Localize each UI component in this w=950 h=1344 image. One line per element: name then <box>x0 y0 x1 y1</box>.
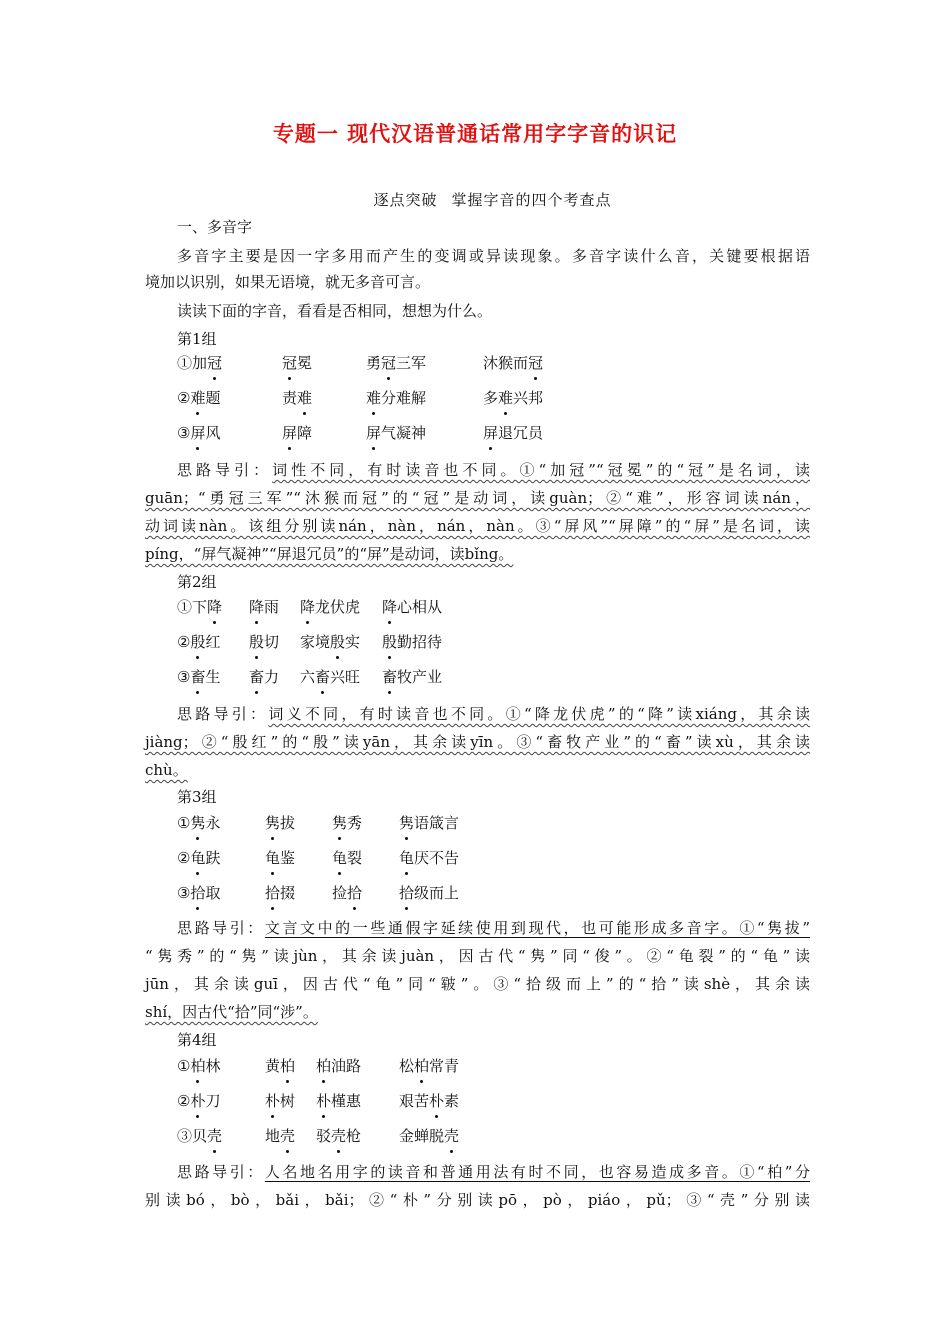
emphasis-char: 龟 <box>332 849 348 867</box>
word-prefix: 松 <box>399 1057 415 1075</box>
item-number: ② <box>177 849 191 867</box>
word-item <box>177 882 220 903</box>
word-suffix: 分难解 <box>381 389 427 407</box>
word-prefix: 贝 <box>192 1127 208 1145</box>
guide-line <box>177 459 810 480</box>
word-suffix: 取 <box>205 884 221 902</box>
emphasis-char: 拾 <box>265 884 281 902</box>
word-item <box>366 352 426 373</box>
item-number: ③ <box>177 1127 193 1145</box>
word-prefix: 多 <box>483 389 499 407</box>
guide-line: jūn，其余读guī，因古代“龟”同“皲”。③“拾级而上”的“拾”读shè，其余读 <box>145 975 810 993</box>
emphasis-char: 壳 <box>207 1127 223 1145</box>
word-suffix: 红 <box>205 633 221 651</box>
word-prefix: 金蝉脱 <box>399 1127 445 1145</box>
emphasis-char: 屏 <box>483 424 499 442</box>
word-suffix: 趺 <box>205 849 221 867</box>
emphasis-char: 龟 <box>265 849 281 867</box>
emphasis-char: 屏 <box>190 424 206 442</box>
guide-line: jiàng；②“殷红”的“殷”读yān，其余读yīn。③“畜牧产业”的“畜”读xù，其余读 <box>145 733 810 751</box>
emphasis-char: 壳 <box>444 1127 460 1145</box>
item-number: ③ <box>177 424 191 442</box>
word-item <box>265 882 295 903</box>
word-suffix: 油路 <box>331 1057 362 1075</box>
guide-text: 文言文中的一些通假字延续使用到现代，也可能形成多音字。①“隽拔” <box>264 919 810 937</box>
guide-line: guān；“勇冠三军”“沐猴而冠”的“冠”是动词，读guàn；②“难”，形容词读nán， <box>145 489 810 507</box>
word-item <box>282 387 312 408</box>
word-suffix: 兴旺 <box>330 668 361 686</box>
word-suffix: 心相从 <box>397 598 443 616</box>
word-suffix: 三军 <box>396 354 427 372</box>
word-prefix: 家境 <box>300 633 331 651</box>
word-prefix: 驳 <box>316 1127 332 1145</box>
emphasis-char: 难 <box>366 389 382 407</box>
word-suffix: 勤招待 <box>397 633 443 651</box>
intro-line-3: 读读下面的字音，看看是否相同，想想为什么。 <box>177 302 493 320</box>
word-item <box>332 882 362 903</box>
word-suffix: 级而上 <box>414 884 460 902</box>
subtitle-part1: 逐点突破 <box>373 191 438 209</box>
word-item <box>177 666 220 687</box>
emphasis-char: 隽 <box>190 814 206 832</box>
word-suffix: 树 <box>280 1092 296 1110</box>
guide-text: 词性不同，有时读音也不同。①“加冠”“冠冕”的“冠”是名词，读 <box>272 461 810 479</box>
word-suffix: 素 <box>444 1092 460 1110</box>
word-suffix: 裂 <box>347 849 363 867</box>
word-suffix: 切 <box>264 633 280 651</box>
word-item <box>483 387 543 408</box>
emphasis-char: 隽 <box>265 814 281 832</box>
word-item <box>177 1090 220 1111</box>
word-prefix: 地 <box>265 1127 281 1145</box>
emphasis-char: 隽 <box>332 814 348 832</box>
word-item <box>366 422 426 443</box>
emphasis-char: 壳 <box>331 1127 347 1145</box>
guide-text: 人名地名用字的读音和普通用法有时不同，也容易造成多音。①“柏”分 <box>264 1163 810 1181</box>
emphasis-char: 朴 <box>429 1092 445 1110</box>
guide-line <box>145 759 810 780</box>
emphasis-char: 降 <box>300 598 316 616</box>
guide-line <box>177 703 810 724</box>
guide-line: “隽秀”的“隽”读jùn，其余读juàn，因古代“隽”同“俊”。②“龟裂”的“龟”读 <box>145 947 810 965</box>
guide-label: 思路导引： <box>177 461 273 479</box>
word-item <box>382 631 442 652</box>
emphasis-char: 屏 <box>282 424 298 442</box>
word-item <box>366 387 426 408</box>
word-suffix: 雨 <box>264 598 280 616</box>
emphasis-char: 降 <box>382 598 398 616</box>
item-number: ③ <box>177 884 191 902</box>
guide-text: chù。 <box>145 761 188 779</box>
emphasis-char: 拾 <box>190 884 206 902</box>
word-item <box>483 422 543 443</box>
emphasis-char: 殷 <box>330 633 346 651</box>
word-suffix: 牧产业 <box>397 668 443 686</box>
word-item <box>399 882 459 903</box>
emphasis-char: 朴 <box>316 1092 332 1110</box>
guide-text: píng，“屏气凝神”“屏退冗员”的“屏”是动词，读bǐng。 <box>145 545 514 563</box>
subtitle-part2: 掌握字音的四个考查点 <box>451 191 612 209</box>
word-item <box>332 812 362 833</box>
word-suffix: 槿惠 <box>331 1092 362 1110</box>
word-suffix: 常青 <box>429 1057 460 1075</box>
word-prefix: 六 <box>300 668 316 686</box>
word-suffix: 兴邦 <box>513 389 544 407</box>
item-number: ① <box>177 814 191 832</box>
word-suffix: 刀 <box>205 1092 221 1110</box>
section-subtitle <box>0 189 950 210</box>
emphasis-char: 屏 <box>366 424 382 442</box>
item-number: ② <box>177 633 191 651</box>
emphasis-char: 冠 <box>381 354 397 372</box>
emphasis-char: 拾 <box>347 884 363 902</box>
emphasis-char: 壳 <box>280 1127 296 1145</box>
word-item <box>265 1055 295 1076</box>
item-number: ① <box>177 598 193 616</box>
word-item <box>265 1125 295 1146</box>
word-item <box>332 847 362 868</box>
word-item <box>399 1090 459 1111</box>
word-suffix: 退冗员 <box>498 424 544 442</box>
word-item <box>382 666 442 687</box>
emphasis-char: 畜 <box>190 668 206 686</box>
word-suffix: 鉴 <box>280 849 296 867</box>
emphasis-char: 难 <box>190 389 206 407</box>
emphasis-char: 殷 <box>382 633 398 651</box>
word-suffix: 冕 <box>297 354 313 372</box>
emphasis-char: 柏 <box>316 1057 332 1075</box>
word-suffix: 枪 <box>346 1127 362 1145</box>
emphasis-char: 殷 <box>249 633 265 651</box>
emphasis-char: 畜 <box>315 668 331 686</box>
emphasis-char: 拾 <box>399 884 415 902</box>
emphasis-char: 畜 <box>249 668 265 686</box>
emphasis-char: 柏 <box>414 1057 430 1075</box>
word-item <box>282 422 312 443</box>
guide-label: 思路导引： <box>177 1163 265 1181</box>
word-prefix: 下 <box>192 598 208 616</box>
word-item <box>249 596 279 617</box>
word-item <box>265 1090 295 1111</box>
word-prefix: 加 <box>192 354 208 372</box>
group-label: 第4组 <box>177 1031 217 1049</box>
word-suffix: 实 <box>345 633 361 651</box>
word-prefix: 沐猴而 <box>483 354 529 372</box>
word-item <box>177 847 220 868</box>
word-item <box>177 387 220 408</box>
word-item <box>399 812 459 833</box>
word-suffix: 题 <box>205 389 221 407</box>
emphasis-char: 隽 <box>399 814 415 832</box>
word-item <box>382 596 442 617</box>
word-suffix: 林 <box>205 1057 221 1075</box>
word-suffix: 龙伏虎 <box>315 598 361 616</box>
word-item <box>177 812 220 833</box>
word-suffix: 掇 <box>280 884 296 902</box>
word-suffix: 秀 <box>347 814 363 832</box>
word-item <box>177 422 220 443</box>
intro-line-2: 境加以识别，如果无语境，就无多音可言。 <box>145 273 431 291</box>
group-label: 第3组 <box>177 788 217 806</box>
word-suffix: 力 <box>264 668 280 686</box>
item-number: ② <box>177 1092 191 1110</box>
item-number: ③ <box>177 668 191 686</box>
emphasis-char: 柏 <box>190 1057 206 1075</box>
word-item <box>249 631 279 652</box>
guide-line <box>145 543 810 564</box>
emphasis-char: 降 <box>207 598 223 616</box>
word-item <box>177 352 222 373</box>
guide-label: 思路导引： <box>177 919 265 937</box>
emphasis-char: 殷 <box>190 633 206 651</box>
word-suffix: 生 <box>205 668 221 686</box>
word-prefix: 艰苦 <box>399 1092 430 1110</box>
word-item <box>177 1125 222 1146</box>
emphasis-char: 冠 <box>528 354 544 372</box>
word-item <box>177 631 220 652</box>
guide-line: 动词读nàn。该组分别读nán，nàn，nán，nàn。③“屏风”“屏障”的“屏”是名词，读 <box>145 517 810 535</box>
guide-line <box>177 917 810 938</box>
emphasis-char: 畜 <box>382 668 398 686</box>
word-item <box>316 1055 361 1076</box>
word-prefix: 责 <box>282 389 298 407</box>
word-prefix: 勇 <box>366 354 382 372</box>
word-suffix: 永 <box>205 814 221 832</box>
word-item <box>300 631 360 652</box>
group-label: 第2组 <box>177 573 217 591</box>
word-item <box>249 666 279 687</box>
guide-text: shí，因古代“拾”同“涉”。 <box>145 1003 318 1021</box>
word-item <box>282 352 312 373</box>
word-suffix: 语箴言 <box>414 814 460 832</box>
word-item <box>316 1125 361 1146</box>
word-item <box>300 666 360 687</box>
word-item <box>265 812 295 833</box>
word-item <box>177 1055 220 1076</box>
emphasis-char: 龟 <box>190 849 206 867</box>
word-prefix: 黄 <box>265 1057 281 1075</box>
guide-line <box>177 1161 810 1182</box>
word-item <box>300 596 360 617</box>
emphasis-char: 冠 <box>207 354 223 372</box>
emphasis-char: 难 <box>297 389 313 407</box>
guide-line <box>145 1001 810 1022</box>
emphasis-char: 降 <box>249 598 265 616</box>
emphasis-char: 朴 <box>265 1092 281 1110</box>
item-number: ① <box>177 354 193 372</box>
word-item <box>399 847 459 868</box>
word-prefix: 捡 <box>332 884 348 902</box>
group-label: 第1组 <box>177 330 217 348</box>
item-number: ① <box>177 1057 191 1075</box>
word-suffix: 气凝神 <box>381 424 427 442</box>
item-number: ② <box>177 389 191 407</box>
emphasis-char: 柏 <box>280 1057 296 1075</box>
guide-line: 别读bó，bò，bǎi，bǎi；②“朴”分别读pō，pò，piáo，pǔ；③“壳”分别读 <box>145 1191 810 1209</box>
emphasis-char: 难 <box>498 389 514 407</box>
emphasis-char: 冠 <box>282 354 298 372</box>
page-title: 专题一 现代汉语普通话常用字字音的识记 <box>272 122 678 146</box>
guide-label: 思路导引： <box>177 705 269 723</box>
word-item <box>316 1090 361 1111</box>
word-suffix: 厌不告 <box>414 849 460 867</box>
word-suffix: 障 <box>297 424 313 442</box>
word-item <box>483 352 543 373</box>
word-item <box>399 1125 459 1146</box>
section-heading: 一、多音字 <box>177 218 253 236</box>
emphasis-char: 朴 <box>190 1092 206 1110</box>
emphasis-char: 龟 <box>399 849 415 867</box>
word-item <box>177 596 222 617</box>
guide-text: 词义不同，有时读音也不同。①“降龙伏虎”的“降”读xiáng，其余读 <box>268 705 810 723</box>
intro-line-1: 多音字主要是因一字多用而产生的变调或异读现象。多音字读什么音，关键要根据语 <box>177 247 810 265</box>
word-suffix: 拔 <box>280 814 296 832</box>
word-item <box>399 1055 459 1076</box>
word-suffix: 风 <box>205 424 221 442</box>
word-item <box>265 847 295 868</box>
